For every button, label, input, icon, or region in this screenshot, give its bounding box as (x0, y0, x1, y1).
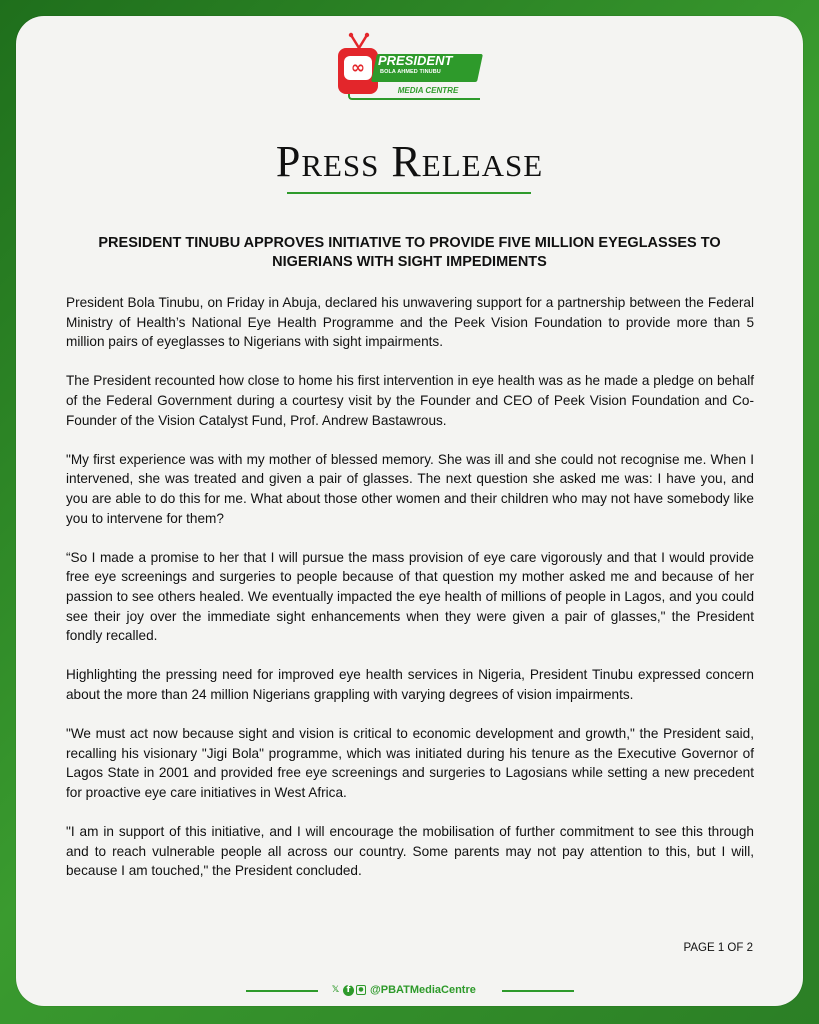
instagram-icon[interactable]: ● (356, 985, 366, 995)
page-title: Press Release (275, 137, 544, 186)
social-footer (330, 982, 490, 998)
paragraph: "We must act now because sight and vision is critical to economic development and growth," the President said, recalling his visionary "Jigi Bola" programme, which was initiated during his tenure as the Executive Governor of Lagos State in 2001 and provided free eye screenings and surgeries to Lagosians while setting a new precedent for proactive eye care initiatives in West Africa. (66, 726, 754, 800)
headline: PRESIDENT TINUBU APPROVES INITIATIVE TO PROVIDE FIVE MILLION EYEGLASSES TO NIGERIANS WITH SIGHT IMPEDIMENTS (98, 235, 721, 270)
infinity-icon: ∞ (344, 56, 372, 80)
paragraph: "I am in support of this initiative, and I will encourage the mobilisation of further commitment to see this through and to reach vulnerable people all across our country. Some parents may not pay attention to this, but I will, because I am touched," the President concluded. (66, 824, 754, 879)
paragraph: Highlighting the pressing need for improved eye health services in Nigeria, President Tinubu expressed concern about the more than 24 million Nigerians grappling with varying degrees of vision impairments. (66, 667, 754, 702)
x-icon[interactable]: 𝕏 (331, 984, 340, 995)
page-number: PAGE 1 OF 2 (683, 942, 753, 954)
footer-rule-right (502, 990, 574, 992)
body-text (66, 293, 754, 900)
tv-icon (338, 48, 378, 94)
paragraph: "My first experience was with my mother of blessed memory. She was ill and she could not recognise me. When I intervened, she was treated and given a pair of glasses. The next question she asked me was: I have you, and you are able to do this for me. What about those other women and their children who may not have somebody like you to intervene for them? (66, 451, 754, 526)
media-centre-logo (334, 30, 484, 104)
logo-title: PRESIDENT (378, 53, 453, 68)
logo-subtitle: BOLA AHMED TINUBU (380, 69, 441, 75)
title-divider (287, 192, 531, 194)
paragraph: President Bola Tinubu, on Friday in Abuja, declared his unwavering support for a partnership between the Federal Ministry of Health’s National Eye Health Programme and the Peek Vision Foundation to provide more than 5 million pairs of eyeglasses to Nigerians with sight impairments. (66, 295, 754, 350)
footer-rule-left (246, 990, 318, 992)
paragraph: The President recounted how close to home his first intervention in eye health was as he made a pledge on behalf of the Federal Government during a courtesy visit by the Founder and CEO of Peek Vision Foundation and Co-Founder of the Vision Catalyst Fund, Prof. Andrew Bastawrous. (66, 373, 754, 428)
facebook-icon[interactable]: f (343, 985, 354, 996)
logo-tagline: MEDIA CENTRE (397, 86, 459, 95)
social-handle[interactable]: @PBATMediaCentre (370, 984, 476, 996)
paragraph: “So I made a promise to her that I will pursue the mass provision of eye care vigorously and that I would provide free eye screenings and surgeries to people because of that question my mother asked me and because of her passion to see others healed. We eventually impacted the eye health of millions of people in Lagos, and you could see their joy over the immediate sight enhancements when they were given a pair of glasses," the President fondly recalled. (66, 549, 754, 644)
